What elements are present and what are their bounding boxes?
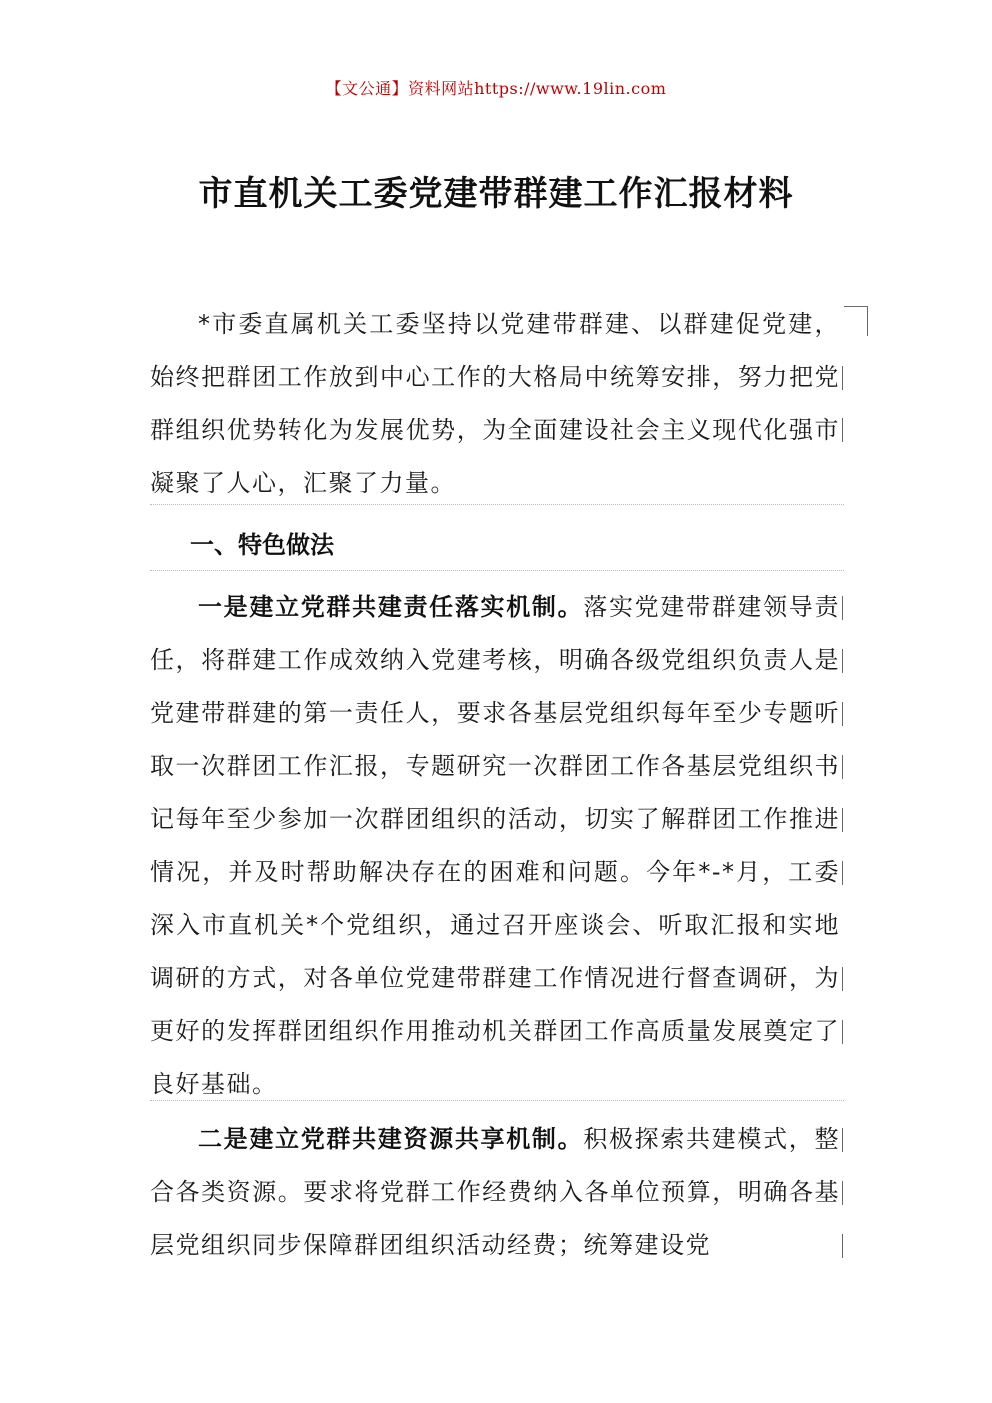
margin-mark <box>842 1020 843 1044</box>
margin-mark <box>842 1234 843 1258</box>
document-title: 市直机关工委党建带群建工作汇报材料 <box>198 174 794 214</box>
item1-body: 落实党建带群建领导责任，将群建工作成效纳入党建考核，明确各级党组织负责人是党建带群建的第一责任人，要求各基层党组织每年至少专题听取一次群团工作汇报，专题研究一次群团工作各基层党组织书记每年至少参加一次群团组织的活动，切实了解群团工作推进情况，并及时帮助解决存在的困难和问题。今年*-*月，工委深入市直机关*个党组织，通过召开座谈会、听取汇报和实地调研的方式，对各单位党建带群建工作情况进行督查调研，为更好的发挥群团组织作用推动机关群团工作高质量发展奠定了良好基础。 <box>150 593 840 1098</box>
paragraph-separator <box>150 504 844 505</box>
item1-paragraph <box>150 581 840 1111</box>
site-header-link[interactable]: 【文公通】资料网站https://www.19lin.com <box>325 79 667 98</box>
margin-mark <box>842 1128 843 1152</box>
margin-mark <box>842 755 843 779</box>
margin-mark <box>842 861 843 885</box>
paragraph-separator <box>150 570 844 571</box>
margin-mark <box>842 967 843 991</box>
paragraph-separator <box>150 1100 844 1101</box>
margin-mark <box>842 808 843 832</box>
margin-corner-mark <box>844 306 868 336</box>
margin-mark <box>842 1181 843 1205</box>
margin-mark <box>842 366 843 390</box>
margin-mark <box>842 649 843 673</box>
section-heading: 一、特色做法 <box>190 531 334 559</box>
item2-body: 积极探索共建模式，整合各类资源。要求将党群工作经费纳入各单位预算，明确各基层党组织同步保障群团组织活动经费；统筹建设党 <box>150 1125 840 1259</box>
item2-lead: 二是建立党群共建资源共享机制。 <box>198 1125 584 1153</box>
item1-lead: 一是建立党群共建责任落实机制。 <box>198 593 584 621</box>
item2-paragraph <box>150 1113 840 1272</box>
margin-mark <box>842 418 843 442</box>
intro-paragraph: *市委直属机关工委坚持以党建带群建、以群建促党建，始终把群团工作放到中心工作的大格局中统筹安排，努力把党群组织优势转化为发展优势，为全面建设社会主义现代化强市凝聚了人心，汇聚了力量。 <box>150 310 840 497</box>
margin-mark <box>842 702 843 726</box>
margin-mark <box>842 596 843 620</box>
